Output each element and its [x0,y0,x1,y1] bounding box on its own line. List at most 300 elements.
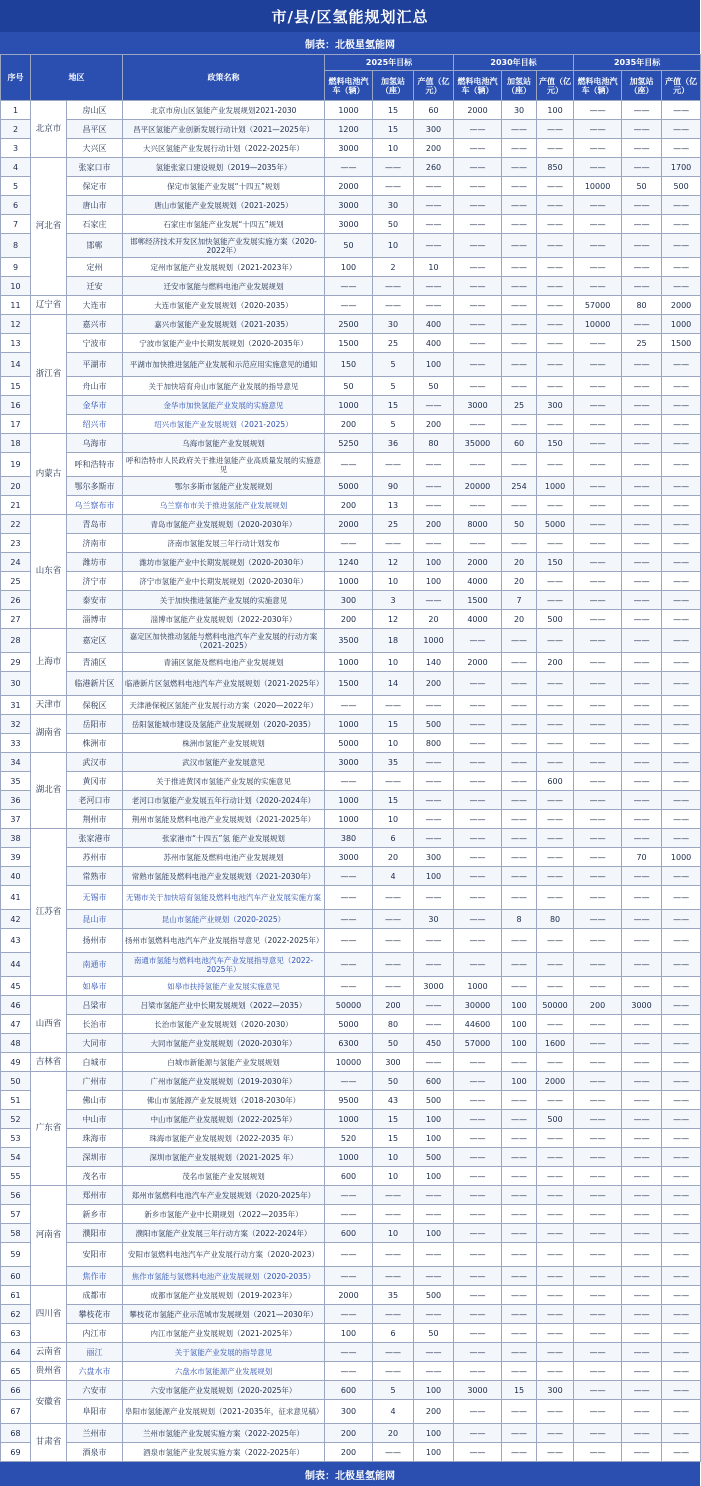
value-cell: 15 [373,396,414,415]
value-cell: —— [502,829,537,848]
value-cell: —— [325,158,373,177]
value-cell: 4 [373,867,414,886]
city-cell: 白城市 [67,1053,123,1072]
value-cell: —— [622,353,662,377]
value-cell: —— [502,234,537,258]
value-cell: —— [574,396,622,415]
value-cell: 50 [502,515,537,534]
value-cell: —— [454,139,502,158]
value-cell: —— [414,396,454,415]
value-cell: —— [537,1167,574,1186]
row-seq: 36 [1,791,31,810]
value-cell: —— [574,977,622,996]
value-cell: 3500 [325,629,373,653]
city-cell: 如皋市 [67,977,123,996]
value-cell: —— [325,1186,373,1205]
row-seq: 15 [1,377,31,396]
value-cell: —— [325,1343,373,1362]
value-cell: —— [502,334,537,353]
value-cell: 8000 [454,515,502,534]
value-cell: —— [574,1305,622,1324]
value-cell: —— [414,296,454,315]
value-cell: —— [574,1167,622,1186]
value-cell: —— [622,453,662,477]
value-cell: 300 [325,1400,373,1424]
value-cell: —— [622,1243,662,1267]
table-body [1,101,701,1462]
value-cell: 500 [414,1091,454,1110]
value-cell: —— [537,1443,574,1462]
value-cell: 57000 [574,296,622,315]
value-cell: 1240 [325,553,373,572]
table-row [1,1267,701,1286]
value-cell: —— [574,1053,622,1072]
value-cell: —— [574,101,622,120]
value-cell: —— [537,929,574,953]
row-seq: 11 [1,296,31,315]
city-cell: 大兴区 [67,139,123,158]
value-cell: 18 [373,629,414,653]
policy-cell: 青浦区氢能及燃料电池产业发展规划 [123,653,325,672]
value-cell: —— [662,791,701,810]
value-cell: —— [574,1343,622,1362]
value-cell: —— [574,929,622,953]
value-cell: —— [502,1324,537,1343]
policy-cell: 内江市氢能产业发展规划（2021-2025年） [123,1324,325,1343]
value-cell: —— [622,1224,662,1243]
value-cell: 50 [414,1324,454,1343]
value-cell: —— [414,753,454,772]
value-cell: 10 [373,1224,414,1243]
value-cell: 20 [414,610,454,629]
value-cell: —— [537,1186,574,1205]
value-cell: —— [537,1424,574,1443]
row-seq: 51 [1,1091,31,1110]
value-cell: 100 [502,996,537,1015]
value-cell: —— [454,1091,502,1110]
value-cell: 20 [502,553,537,572]
city-cell: 焦作市 [67,1267,123,1286]
value-cell: —— [325,953,373,977]
value-cell: —— [373,1267,414,1286]
value-cell: —— [537,629,574,653]
value-cell: —— [414,1343,454,1362]
value-cell: —— [454,929,502,953]
policy-cell: 白城市新能源与氢能产业发展规划 [123,1053,325,1072]
city-cell: 酒泉市 [67,1443,123,1462]
value-cell: —— [662,1186,701,1205]
city-cell: 茂名市 [67,1167,123,1186]
policy-cell: 成都市氢能产业发展规划（2019-2023年） [123,1286,325,1305]
policy-cell: 迁安市氢能与燃料电池产业发展规划 [123,277,325,296]
value-cell: —— [537,953,574,977]
value-cell: —— [414,953,454,977]
value-cell: —— [325,1267,373,1286]
value-cell: —— [502,415,537,434]
value-cell: —— [502,753,537,772]
value-cell: 80 [537,910,574,929]
value-cell: —— [537,886,574,910]
value-cell: —— [537,753,574,772]
value-cell: —— [574,810,622,829]
value-cell: —— [373,1205,414,1224]
value-cell: —— [373,277,414,296]
table-row [1,977,701,996]
value-cell: —— [414,1015,454,1034]
value-cell: —— [502,1186,537,1205]
value-cell: —— [454,867,502,886]
value-cell: 400 [414,334,454,353]
city-cell: 丽江 [67,1343,123,1362]
value-cell: 1500 [454,591,502,610]
value-cell: 15 [373,1129,414,1148]
table-row [1,1324,701,1343]
city-cell: 张家港市 [67,829,123,848]
table-row [1,1015,701,1034]
value-cell: 50 [373,1034,414,1053]
value-cell: —— [454,1362,502,1381]
value-cell: —— [454,629,502,653]
city-cell: 保税区 [67,696,123,715]
value-cell: —— [537,848,574,867]
value-cell: —— [662,1305,701,1324]
value-cell: 200 [414,515,454,534]
value-cell: —— [454,1305,502,1324]
city-cell: 绍兴市 [67,415,123,434]
city-cell: 新乡市 [67,1205,123,1224]
policy-cell: 邯郸经济技术开发区加快氢能产业发展实施方案（2020-2022年） [123,234,325,258]
value-cell: —— [414,453,454,477]
row-seq: 6 [1,196,31,215]
policy-cell: 济南市氢能发展三年行动计划发布 [123,534,325,553]
value-cell: 10 [373,1167,414,1186]
value-cell: —— [373,1443,414,1462]
value-cell: —— [662,353,701,377]
value-cell: 30 [414,910,454,929]
value-cell: —— [537,1286,574,1305]
city-cell: 南通市 [67,953,123,977]
value-cell: —— [622,1343,662,1362]
value-cell: —— [662,453,701,477]
row-seq: 55 [1,1167,31,1186]
row-seq: 44 [1,953,31,977]
policy-cell: 北京市房山区氢能产业发展规划2021-2030 [123,101,325,120]
table-row [1,1381,701,1400]
value-cell: —— [574,734,622,753]
value-cell: —— [662,1286,701,1305]
value-cell: —— [662,653,701,672]
value-cell: —— [662,377,701,396]
value-cell: —— [373,1243,414,1267]
value-cell: —— [537,1305,574,1324]
city-cell: 大连市 [67,296,123,315]
value-cell: —— [537,296,574,315]
table-row [1,572,701,591]
row-seq: 65 [1,1362,31,1381]
value-cell: 200 [325,496,373,515]
value-cell: —— [622,810,662,829]
city-cell: 武汉市 [67,753,123,772]
value-cell: —— [454,1053,502,1072]
table-row [1,734,701,753]
city-cell: 平湖市 [67,353,123,377]
row-seq: 27 [1,610,31,629]
row-seq: 20 [1,477,31,496]
value-cell: —— [574,1400,622,1424]
value-cell: —— [325,696,373,715]
value-cell: 10000 [325,1053,373,1072]
policy-cell: 临港新片区氢燃料电池汽车产业发展规划（2021-2025年） [123,672,325,696]
value-cell: —— [662,215,701,234]
value-cell: —— [373,953,414,977]
value-cell: —— [414,1205,454,1224]
value-cell: —— [574,772,622,791]
city-cell: 长治市 [67,1015,123,1034]
row-seq: 37 [1,810,31,829]
value-cell: —— [574,1015,622,1034]
value-cell: —— [574,1110,622,1129]
policy-cell: 常熟市氢能及燃料电池产业发展规划（2021-2030年） [123,867,325,886]
value-cell: —— [537,1362,574,1381]
value-cell: —— [622,629,662,653]
table-row [1,829,701,848]
value-cell: —— [537,1267,574,1286]
value-cell: —— [502,453,537,477]
city-cell: 呼和浩特市 [67,453,123,477]
value-cell: —— [502,1305,537,1324]
value-cell: 600 [537,772,574,791]
value-cell: —— [662,277,701,296]
value-cell: —— [662,1267,701,1286]
policy-cell: 张家港市“十四五”氢 能产业发展规划 [123,829,325,848]
province-cell: 辽宁省 [31,296,67,315]
value-cell: —— [325,977,373,996]
value-cell: 520 [325,1129,373,1148]
value-cell: —— [502,848,537,867]
city-cell: 荆州市 [67,810,123,829]
value-cell: —— [622,396,662,415]
value-cell: 15 [502,1381,537,1400]
value-cell: —— [325,1362,373,1381]
city-cell: 黄冈市 [67,772,123,791]
policy-cell: 中山市氢能产业发展规划（2022-2025年） [123,1110,325,1129]
value-cell: 3 [373,591,414,610]
value-cell: —— [454,910,502,929]
policy-cell: 珠海市氢能产业发展规划（2022-2035 年） [123,1129,325,1148]
city-cell: 常熟市 [67,867,123,886]
value-cell: —— [454,1072,502,1091]
value-cell: —— [574,553,622,572]
value-cell: 10 [373,653,414,672]
value-cell: 100 [502,1034,537,1053]
value-cell: —— [622,1148,662,1167]
value-cell: —— [537,334,574,353]
value-cell: —— [622,496,662,515]
value-cell: 200 [325,415,373,434]
row-seq: 35 [1,772,31,791]
table-row [1,1091,701,1110]
value-cell: —— [622,534,662,553]
policy-cell: 扬州市氢燃料电池汽车产业发展指导意见（2022-2025年） [123,929,325,953]
value-cell: 3000 [414,977,454,996]
value-cell: 100 [502,1015,537,1034]
value-cell: —— [414,477,454,496]
row-seq: 48 [1,1034,31,1053]
value-cell: 5 [373,353,414,377]
value-cell: 3000 [454,1381,502,1400]
city-cell: 郑州市 [67,1186,123,1205]
policy-cell: 六安市氢能产业发展规划（2020-2025年） [123,1381,325,1400]
table-row [1,315,701,334]
value-cell: —— [662,120,701,139]
value-cell: —— [622,1443,662,1462]
table-row [1,1400,701,1424]
table-row [1,810,701,829]
value-cell: —— [454,1343,502,1362]
value-cell: —— [662,139,701,158]
value-cell: 1200 [325,120,373,139]
row-seq: 52 [1,1110,31,1129]
value-cell: —— [454,734,502,753]
value-cell: —— [574,215,622,234]
value-cell: —— [502,120,537,139]
value-cell: —— [662,591,701,610]
value-cell: —— [502,496,537,515]
value-cell: —— [662,515,701,534]
city-cell: 泰安市 [67,591,123,610]
value-cell: —— [662,1362,701,1381]
policy-cell: 保定市氢能产业发展“十四五”规划 [123,177,325,196]
value-cell: 100 [414,1110,454,1129]
value-cell: 25 [373,515,414,534]
value-cell: 600 [325,1381,373,1400]
policy-cell: 定州市氢能产业发展规划（2021-2023年） [123,258,325,277]
value-cell: —— [502,1129,537,1148]
value-cell: 3000 [622,996,662,1015]
city-cell: 定州 [67,258,123,277]
value-cell: —— [622,1053,662,1072]
policy-cell: 唐山市氢能产业发展规划（2021-2025） [123,196,325,215]
value-cell: —— [414,1362,454,1381]
province-cell: 山东省 [31,515,67,629]
row-seq: 23 [1,534,31,553]
value-cell: 6 [373,829,414,848]
city-cell: 鄂尔多斯市 [67,477,123,496]
table-row [1,848,701,867]
table-row [1,496,701,515]
value-cell: —— [537,791,574,810]
value-cell: 10 [373,810,414,829]
table-row [1,772,701,791]
value-cell: —— [502,772,537,791]
value-cell: 1000 [325,791,373,810]
value-cell: 100 [325,258,373,277]
city-cell: 中山市 [67,1110,123,1129]
value-cell: —— [502,277,537,296]
policy-cell: 深圳市氢能产业发展规划（2021-2025 年） [123,1148,325,1167]
value-cell: 300 [537,396,574,415]
value-cell: —— [454,1167,502,1186]
value-cell: 3000 [454,396,502,415]
table-row [1,234,701,258]
value-cell: 200 [325,1424,373,1443]
value-cell: 3000 [325,196,373,215]
city-cell: 六安市 [67,1381,123,1400]
value-cell: —— [325,296,373,315]
city-cell: 六盘水市 [67,1362,123,1381]
row-seq: 56 [1,1186,31,1205]
city-cell: 张家口市 [67,158,123,177]
value-cell: —— [622,886,662,910]
value-cell: —— [622,1091,662,1110]
city-cell: 扬州市 [67,929,123,953]
table-row [1,1224,701,1243]
policy-cell: 济宁市氢能产业中长期发展规划（2020-2030年） [123,572,325,591]
value-cell: —— [325,1243,373,1267]
policy-cell: 郑州市氢燃料电池汽车产业发展规划（2020-2025年） [123,1186,325,1205]
city-cell: 嘉定区 [67,629,123,653]
value-cell: —— [537,534,574,553]
value-cell: 2000 [537,1072,574,1091]
value-cell: —— [574,715,622,734]
value-cell: —— [502,1224,537,1243]
value-cell: —— [662,496,701,515]
value-cell: 1000 [325,1110,373,1129]
province-cell: 四川省 [31,1286,67,1343]
row-seq: 9 [1,258,31,277]
policy-cell: 乌兰察布市关于推进氢能产业发展规划 [123,496,325,515]
policy-cell: 天津港保税区氢能产业发展行动方案（2020—2022年） [123,696,325,715]
value-cell: 150 [537,434,574,453]
value-cell: —— [574,334,622,353]
value-cell: —— [662,996,701,1015]
policy-cell: 苏州市氢能及燃料电池产业发展规划 [123,848,325,867]
row-seq: 3 [1,139,31,158]
value-cell: —— [537,377,574,396]
value-cell: 50 [373,215,414,234]
row-seq: 68 [1,1424,31,1443]
policy-cell: 茂名市氢能产业发展规划 [123,1167,325,1186]
value-cell: —— [537,1224,574,1243]
header-stations: 加氢站（座） [502,71,537,101]
value-cell: —— [454,234,502,258]
value-cell: 100 [414,1443,454,1462]
value-cell: —— [537,177,574,196]
row-seq: 67 [1,1400,31,1424]
value-cell: —— [537,867,574,886]
header-output: 产值（亿元） [537,71,574,101]
value-cell: —— [502,929,537,953]
policy-cell: 关于氢能产业发展的指导意见 [123,1343,325,1362]
city-cell: 济南市 [67,534,123,553]
table-row [1,1034,701,1053]
value-cell: 2000 [325,177,373,196]
policy-cell: 关于加快推进氢能产业发展的实施意见 [123,591,325,610]
header-vehicles: 燃料电池汽车（辆） [454,71,502,101]
value-cell: —— [662,1443,701,1462]
value-cell: 1000 [325,572,373,591]
value-cell: —— [502,215,537,234]
header-seq: 序号 [1,55,31,101]
value-cell: 1000 [325,715,373,734]
policy-cell: 昌平区氢能产业创新发展行动计划（2021—2025年） [123,120,325,139]
city-cell: 内江市 [67,1324,123,1343]
value-cell: —— [537,572,574,591]
policy-cell: 佛山市氢能源产业发展规划（2018-2030年） [123,1091,325,1110]
value-cell: —— [662,610,701,629]
value-cell: —— [373,296,414,315]
value-cell: —— [662,753,701,772]
